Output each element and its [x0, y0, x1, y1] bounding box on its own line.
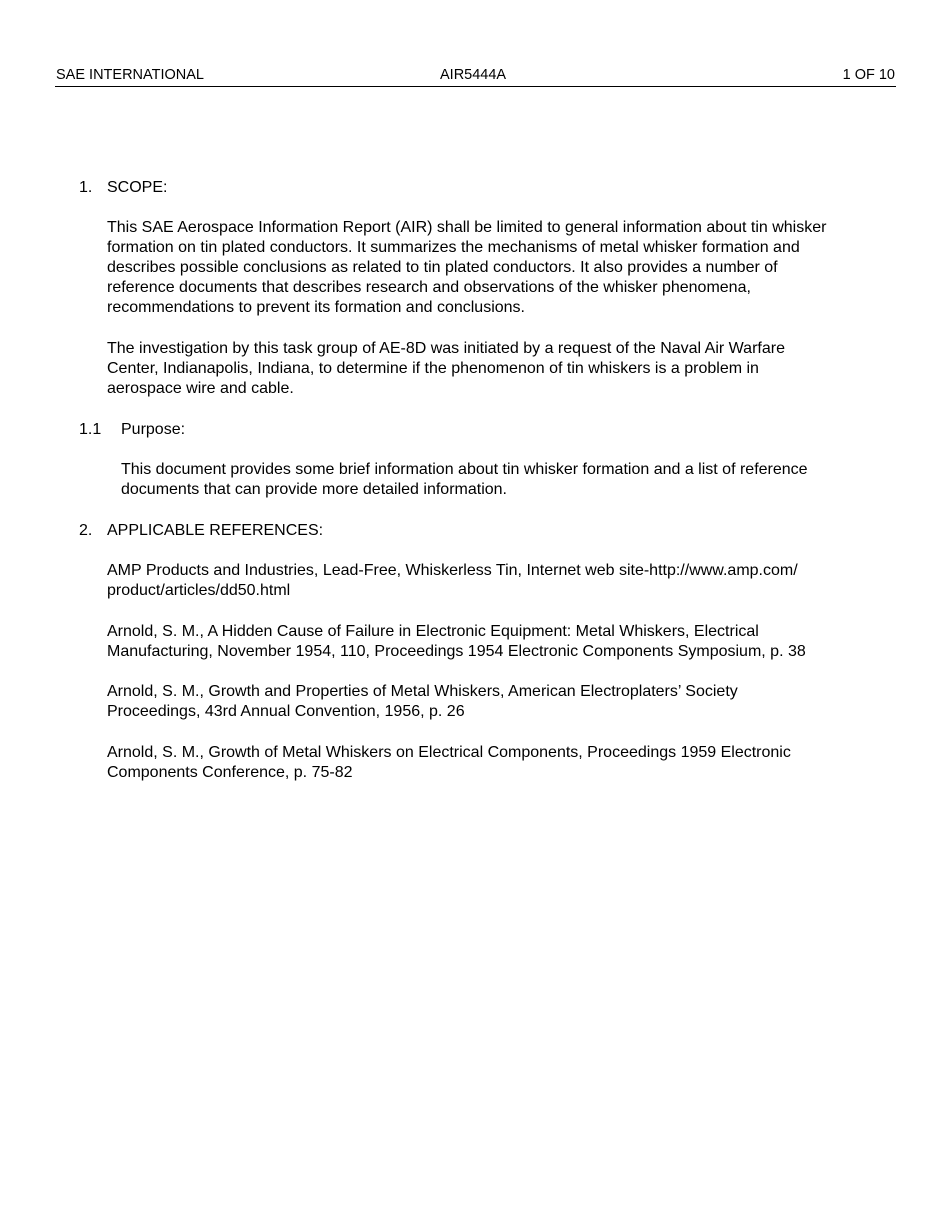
text-line: This document provides some brief information about tin whisker formation and a list of reference: [121, 461, 808, 478]
scope-paragraph-1: [107, 218, 882, 318]
header-document-number: AIR5444A: [440, 67, 507, 83]
text-line: Arnold, S. M., Growth of Metal Whiskers on Electrical Components, Proceedings 1959 Electronic: [107, 744, 791, 761]
text-line: recommendations to prevent its formation and conclusions.: [107, 299, 525, 316]
section-number: 1.1: [79, 421, 102, 438]
text-line: This SAE Aerospace Information Report (AIR) shall be limited to general information about tin whisker: [107, 219, 827, 236]
header-page-number: 1 OF 10: [842, 67, 895, 83]
header-organization: SAE INTERNATIONAL: [56, 67, 204, 83]
text-line: Manufacturing, November 1954, 110, Proceedings 1954 Electronic Components Symposium, p. 38: [107, 643, 806, 660]
text-line: Center, Indianapolis, Indiana, to determine if the phenomenon of tin whiskers is a problem in: [107, 360, 759, 377]
purpose-paragraph: [121, 460, 881, 500]
text-line: Components Conference, p. 75-82: [107, 764, 353, 781]
reference-entry: [107, 682, 882, 722]
text-line: product/articles/dd50.html: [107, 582, 291, 599]
section-title: APPLICABLE REFERENCES:: [107, 522, 324, 539]
text-line: formation on tin plated conductors. It summarizes the mechanisms of metal whisker formation and: [107, 239, 800, 256]
text-line: describes possible conclusions as related to tin plated conductors. It also provides a number of: [107, 259, 778, 276]
reference-entry: [107, 622, 882, 662]
text-line: reference documents that describes research and observations of the whisker phenomena,: [107, 279, 751, 296]
page-header: [55, 66, 896, 87]
section-title: Purpose:: [121, 421, 186, 438]
text-line: aerospace wire and cable.: [107, 380, 294, 397]
text-line: Arnold, S. M., A Hidden Cause of Failure in Electronic Equipment: Metal Whiskers, Electrical: [107, 623, 759, 640]
section-number: 1.: [79, 179, 93, 196]
scope-paragraph-2: [107, 339, 882, 399]
text-line: Arnold, S. M., Growth and Properties of Metal Whiskers, American Electroplaters’ Society: [107, 683, 738, 700]
text-line: Proceedings, 43rd Annual Convention, 1956, p. 26: [107, 703, 465, 720]
text-line: documents that can provide more detailed information.: [121, 481, 507, 498]
section-title: SCOPE:: [107, 179, 168, 196]
reference-entry: [107, 743, 882, 783]
text-line: AMP Products and Industries, Lead-Free, Whiskerless Tin, Internet web site-http://www.amp.com/: [107, 562, 798, 579]
text-line: The investigation by this task group of AE-8D was initiated by a request of the Naval Air Warfare: [107, 340, 785, 357]
reference-entry: [107, 561, 882, 601]
section-number: 2.: [79, 522, 93, 539]
